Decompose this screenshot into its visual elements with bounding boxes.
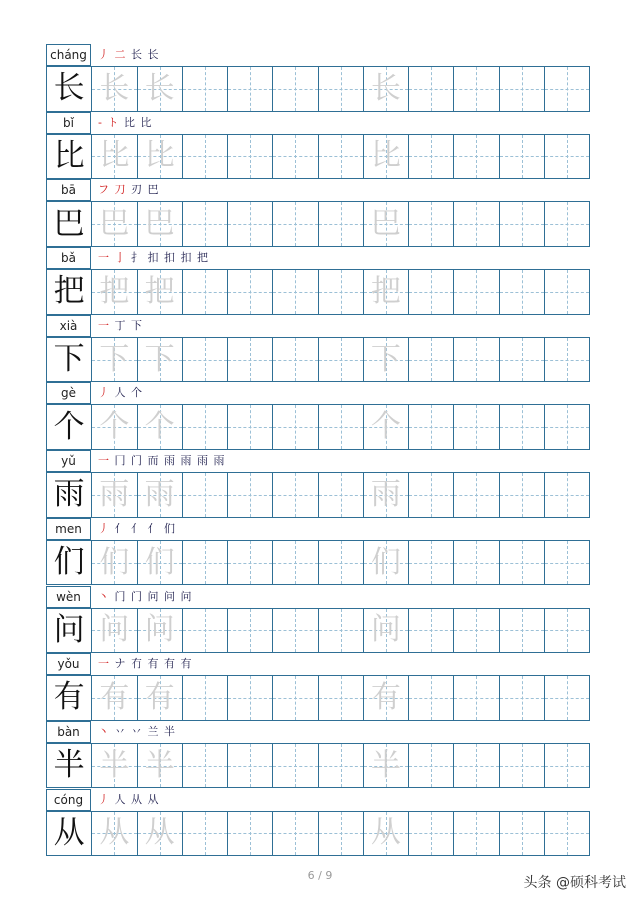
blank-writing-cell[interactable]	[454, 404, 499, 450]
stroke-order-rest: 丷 丷 兰 半	[114, 724, 176, 738]
trace-character: 比	[144, 138, 175, 174]
trace-character: 们	[144, 544, 175, 580]
blank-writing-cell[interactable]	[319, 337, 364, 383]
stroke-order-rest: 门 门 问 问 问	[114, 589, 193, 603]
blank-writing-cell[interactable]	[545, 540, 590, 586]
trace-cell[interactable]	[92, 675, 137, 721]
stroke-order	[98, 588, 193, 606]
trace-cell[interactable]	[138, 201, 183, 247]
blank-writing-cell[interactable]	[500, 608, 545, 654]
trace-character: 雨	[144, 476, 175, 512]
stroke-order-rest: 比 比	[123, 115, 153, 129]
trace-cell[interactable]	[364, 66, 409, 112]
trace-character: 长	[144, 70, 175, 106]
blank-writing-cell[interactable]	[183, 472, 228, 518]
pinyin-label: bǐ	[46, 112, 91, 134]
model-character: 个	[53, 408, 85, 445]
pinyin-strip	[46, 179, 589, 201]
trace-character: 问	[370, 612, 401, 648]
blank-writing-cell[interactable]	[183, 404, 228, 450]
stroke-order-rest: 刃 巴	[131, 183, 160, 197]
trace-cell[interactable]	[92, 201, 137, 247]
blank-writing-cell[interactable]	[500, 66, 545, 112]
blank-writing-cell[interactable]	[454, 269, 499, 315]
blank-writing-cell[interactable]	[273, 608, 318, 654]
blank-writing-cell[interactable]	[545, 404, 590, 450]
blank-writing-cell[interactable]	[454, 540, 499, 586]
blank-writing-cell[interactable]	[454, 743, 499, 789]
writing-practice-sheet	[46, 44, 589, 856]
model-character-cell	[47, 743, 92, 789]
pinyin-label: yǒu	[46, 653, 91, 675]
character-block	[46, 450, 589, 518]
stroke-order-start: 丿	[98, 386, 115, 400]
trace-character: 问	[144, 612, 175, 648]
blank-writing-cell[interactable]	[409, 743, 454, 789]
blank-writing-cell[interactable]	[500, 540, 545, 586]
blank-writing-cell[interactable]	[228, 337, 273, 383]
blank-writing-cell[interactable]	[409, 337, 454, 383]
pinyin-strip	[46, 653, 589, 675]
blank-writing-cell[interactable]	[500, 811, 545, 857]
pinyin-strip	[46, 315, 589, 337]
trace-character: 半	[144, 747, 175, 783]
model-character-cell	[47, 675, 92, 721]
character-block	[46, 382, 589, 450]
character-block	[46, 112, 589, 180]
blank-writing-cell[interactable]	[545, 743, 590, 789]
character-block	[46, 44, 589, 112]
trace-character: 们	[370, 544, 401, 580]
blank-writing-cell[interactable]	[319, 134, 364, 180]
pinyin-strip	[46, 247, 589, 269]
blank-writing-cell[interactable]	[319, 675, 364, 721]
trace-cell[interactable]	[92, 472, 137, 518]
pinyin-label: cháng	[46, 44, 91, 66]
blank-writing-cell[interactable]	[500, 269, 545, 315]
model-character: 从	[53, 814, 85, 851]
practice-row	[46, 404, 590, 450]
practice-row	[46, 540, 590, 586]
blank-writing-cell[interactable]	[545, 472, 590, 518]
blank-writing-cell[interactable]	[545, 134, 590, 180]
pinyin-strip	[46, 112, 589, 134]
watermark-label: 头条 @硕科考试	[523, 875, 626, 891]
stroke-order-start: 丿	[98, 792, 115, 806]
blank-writing-cell[interactable]	[409, 540, 454, 586]
blank-writing-cell[interactable]	[454, 608, 499, 654]
blank-writing-cell[interactable]	[454, 201, 499, 247]
stroke-order-start: 一	[98, 657, 115, 671]
trace-cell[interactable]	[138, 472, 183, 518]
blank-writing-cell[interactable]	[454, 472, 499, 518]
stroke-order-start: - ト	[98, 115, 124, 129]
practice-row	[46, 66, 590, 112]
model-character: 问	[53, 611, 85, 648]
blank-writing-cell[interactable]	[454, 337, 499, 383]
blank-writing-cell[interactable]	[409, 66, 454, 112]
trace-cell[interactable]	[364, 608, 409, 654]
blank-writing-cell[interactable]	[273, 201, 318, 247]
trace-cell[interactable]	[138, 134, 183, 180]
pinyin-label: gè	[46, 382, 91, 404]
blank-writing-cell[interactable]	[409, 201, 454, 247]
practice-row	[46, 337, 590, 383]
blank-writing-cell[interactable]	[319, 540, 364, 586]
trace-character: 把	[370, 273, 401, 309]
trace-character: 个	[144, 409, 175, 445]
practice-row	[46, 675, 590, 721]
trace-cell[interactable]	[138, 811, 183, 857]
trace-character: 个	[370, 409, 401, 445]
blank-writing-cell[interactable]	[228, 675, 273, 721]
trace-cell[interactable]	[364, 337, 409, 383]
model-character: 有	[53, 679, 85, 716]
trace-cell[interactable]	[364, 201, 409, 247]
trace-character: 们	[99, 544, 130, 580]
blank-writing-cell[interactable]	[183, 675, 228, 721]
blank-writing-cell[interactable]	[183, 811, 228, 857]
pinyin-label: bǎ	[46, 247, 91, 269]
trace-character: 问	[99, 612, 130, 648]
blank-writing-cell[interactable]	[454, 675, 499, 721]
pinyin-strip	[46, 518, 589, 540]
stroke-order	[98, 791, 160, 809]
trace-character: 长	[370, 70, 401, 106]
trace-cell[interactable]	[364, 404, 409, 450]
practice-row	[46, 608, 590, 654]
character-block	[46, 315, 589, 383]
blank-writing-cell[interactable]	[545, 201, 590, 247]
blank-writing-cell[interactable]	[319, 269, 364, 315]
stroke-order-start: フ 刀	[98, 183, 131, 197]
blank-writing-cell[interactable]	[319, 608, 364, 654]
blank-writing-cell[interactable]	[545, 269, 590, 315]
trace-character: 半	[370, 747, 401, 783]
model-character-cell	[47, 540, 92, 586]
stroke-order-rest: ナ 冇 有 有 有	[114, 657, 193, 671]
trace-cell[interactable]	[92, 743, 137, 789]
stroke-order-start: 一	[98, 318, 115, 332]
practice-row	[46, 811, 590, 857]
pinyin-strip	[46, 789, 589, 811]
blank-writing-cell[interactable]	[319, 743, 364, 789]
pinyin-strip	[46, 44, 589, 66]
blank-writing-cell[interactable]	[228, 811, 273, 857]
stroke-order-rest: 长 长	[131, 48, 160, 61]
model-character: 长	[53, 70, 85, 107]
trace-character: 巴	[370, 206, 401, 242]
stroke-order	[98, 181, 160, 199]
stroke-order-rest: 扌 扣 扣 扣 把	[131, 251, 209, 265]
stroke-order	[98, 452, 225, 470]
practice-row	[46, 472, 590, 518]
blank-writing-cell[interactable]	[273, 743, 318, 789]
trace-character: 有	[370, 679, 401, 715]
blank-writing-cell[interactable]	[319, 472, 364, 518]
model-character-cell	[47, 811, 92, 857]
pinyin-strip	[46, 382, 589, 404]
blank-writing-cell[interactable]	[319, 201, 364, 247]
trace-cell[interactable]	[92, 811, 137, 857]
character-block	[46, 518, 589, 586]
stroke-order	[98, 317, 143, 335]
model-character: 下	[53, 341, 85, 377]
blank-writing-cell[interactable]	[228, 540, 273, 586]
blank-writing-cell[interactable]	[409, 608, 454, 654]
character-block	[46, 586, 589, 654]
blank-writing-cell[interactable]	[454, 66, 499, 112]
trace-cell[interactable]	[138, 675, 183, 721]
model-character: 比	[53, 137, 85, 174]
pinyin-label: bàn	[46, 721, 91, 743]
trace-cell[interactable]	[138, 404, 183, 450]
blank-writing-cell[interactable]	[409, 134, 454, 180]
pinyin-label: bā	[46, 179, 91, 201]
practice-row	[46, 743, 590, 789]
stroke-order-rest: 人 从 从	[114, 792, 160, 806]
blank-writing-cell[interactable]	[228, 201, 273, 247]
trace-cell[interactable]	[92, 66, 137, 112]
trace-cell[interactable]	[138, 540, 183, 586]
pinyin-strip	[46, 586, 589, 608]
trace-character: 长	[99, 70, 130, 106]
pinyin-strip	[46, 450, 589, 472]
blank-writing-cell[interactable]	[545, 811, 590, 857]
trace-cell[interactable]	[138, 608, 183, 654]
blank-writing-cell[interactable]	[183, 66, 228, 112]
blank-writing-cell[interactable]	[183, 608, 228, 654]
blank-writing-cell[interactable]	[273, 675, 318, 721]
trace-cell[interactable]	[364, 540, 409, 586]
blank-writing-cell[interactable]	[228, 66, 273, 112]
model-character: 巴	[53, 205, 85, 242]
blank-writing-cell[interactable]	[273, 404, 318, 450]
pinyin-label: cóng	[46, 789, 91, 811]
stroke-order-rest: 亻 亻 亻 们	[114, 521, 176, 535]
stroke-order-start: 丶	[98, 589, 115, 603]
blank-writing-cell[interactable]	[500, 743, 545, 789]
trace-cell[interactable]	[364, 134, 409, 180]
stroke-order	[98, 520, 176, 538]
blank-writing-cell[interactable]	[183, 269, 228, 315]
blank-writing-cell[interactable]	[273, 337, 318, 383]
pinyin-strip	[46, 721, 589, 743]
model-character: 半	[53, 747, 85, 784]
trace-character: 巴	[144, 206, 175, 242]
trace-cell[interactable]	[92, 540, 137, 586]
trace-cell[interactable]	[138, 743, 183, 789]
blank-writing-cell[interactable]	[409, 811, 454, 857]
trace-character: 把	[144, 273, 175, 309]
pinyin-label: yǔ	[46, 450, 91, 472]
blank-writing-cell[interactable]	[500, 201, 545, 247]
trace-cell[interactable]	[92, 404, 137, 450]
model-character-cell	[47, 269, 92, 315]
blank-writing-cell[interactable]	[228, 404, 273, 450]
character-block	[46, 721, 589, 789]
blank-writing-cell[interactable]	[454, 811, 499, 857]
trace-character: 有	[99, 679, 130, 715]
character-block	[46, 789, 589, 857]
stroke-order	[98, 384, 143, 402]
trace-cell[interactable]	[92, 269, 137, 315]
pinyin-label: men	[46, 518, 91, 540]
blank-writing-cell[interactable]	[500, 337, 545, 383]
trace-cell[interactable]	[92, 337, 137, 383]
blank-writing-cell[interactable]	[545, 66, 590, 112]
blank-writing-cell[interactable]	[228, 134, 273, 180]
trace-character: 个	[99, 409, 130, 445]
stroke-order-rest: 人 个	[114, 386, 143, 400]
character-block	[46, 247, 589, 315]
trace-character: 下	[99, 341, 130, 377]
model-character: 把	[53, 273, 85, 310]
model-character-cell	[47, 404, 92, 450]
page-number: 6 / 9	[307, 869, 333, 882]
trace-character: 雨	[370, 476, 401, 512]
model-character-cell	[47, 201, 92, 247]
character-block	[46, 179, 589, 247]
model-character-cell	[47, 134, 92, 180]
stroke-order-start: 一 亅	[98, 251, 131, 265]
blank-writing-cell[interactable]	[228, 743, 273, 789]
model-character: 们	[53, 544, 85, 581]
pinyin-label: wèn	[46, 586, 91, 608]
trace-character: 比	[99, 138, 130, 174]
trace-cell[interactable]	[364, 269, 409, 315]
stroke-order-rest: 冂 门 而 雨 雨 雨 雨	[114, 454, 226, 468]
blank-writing-cell[interactable]	[183, 540, 228, 586]
trace-cell[interactable]	[92, 134, 137, 180]
blank-writing-cell[interactable]	[273, 540, 318, 586]
trace-character: 有	[144, 679, 175, 715]
blank-writing-cell[interactable]	[273, 134, 318, 180]
trace-cell[interactable]	[138, 66, 183, 112]
blank-writing-cell[interactable]	[319, 404, 364, 450]
character-block	[46, 653, 589, 721]
stroke-order-start: 一	[98, 454, 115, 468]
trace-character: 从	[144, 815, 175, 851]
trace-character: 从	[370, 815, 401, 851]
blank-writing-cell[interactable]	[273, 472, 318, 518]
trace-character: 半	[99, 747, 130, 783]
blank-writing-cell[interactable]	[183, 337, 228, 383]
trace-cell[interactable]	[364, 472, 409, 518]
blank-writing-cell[interactable]	[500, 134, 545, 180]
model-character-cell	[47, 337, 92, 383]
blank-writing-cell[interactable]	[273, 269, 318, 315]
stroke-order	[98, 114, 152, 132]
blank-writing-cell[interactable]	[409, 269, 454, 315]
blank-writing-cell[interactable]	[273, 66, 318, 112]
blank-writing-cell[interactable]	[183, 743, 228, 789]
trace-character: 下	[144, 341, 175, 377]
trace-cell[interactable]	[364, 675, 409, 721]
practice-row	[46, 201, 590, 247]
trace-character: 雨	[99, 476, 130, 512]
blank-writing-cell[interactable]	[273, 811, 318, 857]
model-character-cell	[47, 66, 92, 112]
stroke-order	[98, 723, 176, 741]
blank-writing-cell[interactable]	[183, 201, 228, 247]
pinyin-label: xià	[46, 315, 91, 337]
model-character-cell	[47, 472, 92, 518]
trace-cell[interactable]	[364, 811, 409, 857]
blank-writing-cell[interactable]	[454, 134, 499, 180]
blank-writing-cell[interactable]	[545, 675, 590, 721]
blank-writing-cell[interactable]	[409, 404, 454, 450]
blank-writing-cell[interactable]	[409, 472, 454, 518]
stroke-order	[98, 655, 193, 673]
blank-writing-cell[interactable]	[319, 811, 364, 857]
trace-cell[interactable]	[138, 337, 183, 383]
model-character: 雨	[53, 476, 85, 513]
trace-character: 巴	[99, 206, 130, 242]
stroke-order	[98, 46, 160, 64]
trace-cell[interactable]	[364, 743, 409, 789]
blank-writing-cell[interactable]	[500, 472, 545, 518]
trace-character: 从	[99, 815, 130, 851]
blank-writing-cell[interactable]	[409, 675, 454, 721]
trace-character: 把	[99, 273, 130, 309]
stroke-order-rest: 丁 下	[114, 318, 143, 332]
model-character-cell	[47, 608, 92, 654]
blank-writing-cell[interactable]	[228, 608, 273, 654]
practice-row	[46, 269, 590, 315]
trace-cell[interactable]	[92, 608, 137, 654]
stroke-order	[98, 249, 209, 267]
blank-writing-cell[interactable]	[545, 337, 590, 383]
blank-writing-cell[interactable]	[228, 269, 273, 315]
blank-writing-cell[interactable]	[228, 472, 273, 518]
practice-row	[46, 134, 590, 180]
blank-writing-cell[interactable]	[183, 134, 228, 180]
stroke-order-start: 丿	[98, 521, 115, 535]
blank-writing-cell[interactable]	[545, 608, 590, 654]
stroke-order-start: 丶	[98, 724, 115, 738]
stroke-order-start: 丿 二	[98, 48, 131, 61]
blank-writing-cell[interactable]	[319, 66, 364, 112]
trace-cell[interactable]	[138, 269, 183, 315]
blank-writing-cell[interactable]	[500, 675, 545, 721]
trace-character: 比	[370, 138, 401, 174]
blank-writing-cell[interactable]	[500, 404, 545, 450]
trace-character: 下	[370, 341, 401, 377]
